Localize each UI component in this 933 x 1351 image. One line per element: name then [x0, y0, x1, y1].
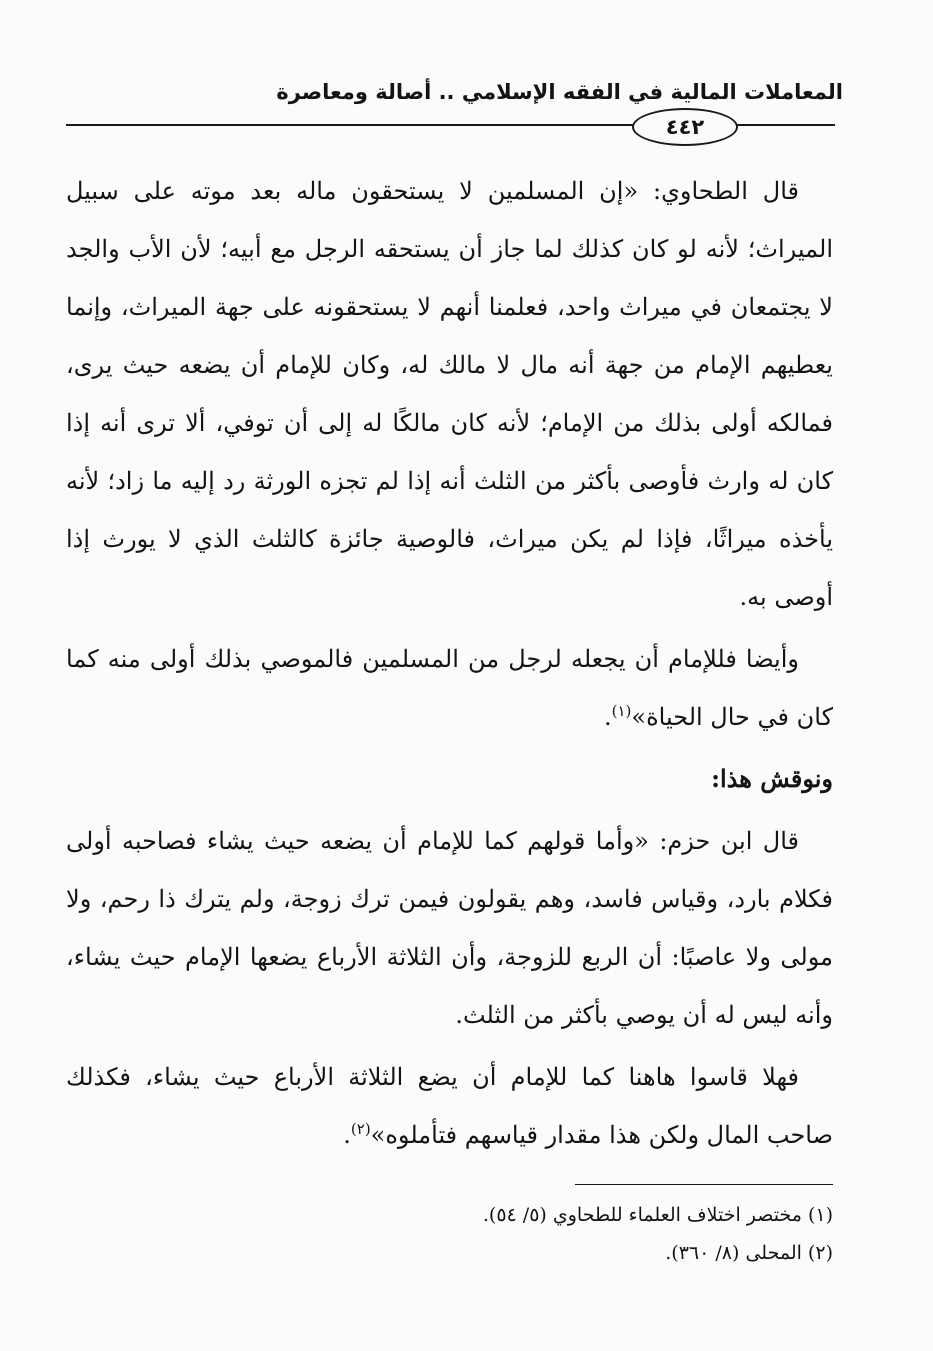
footnote-reference[interactable]: (٢): [350, 1120, 371, 1138]
footnote-rule: [575, 1184, 833, 1185]
running-title: المعاملات المالية في الفقه الإسلامي .. أصالة ومعاصرة: [276, 80, 843, 104]
page-number: ٤٤٢: [632, 108, 738, 146]
paragraph-conclusion: [66, 1048, 833, 1164]
footnote-reference[interactable]: (١): [611, 702, 632, 720]
paragraph-end: .: [603, 703, 612, 731]
footnote-2: (٢) المحلى (٨/ ٣٦٠).: [665, 1242, 833, 1264]
footnotes: [133, 1196, 833, 1272]
paragraph-end: .: [343, 1121, 351, 1149]
paragraph-text: فهلا قاسوا هاهنا كما للإمام أن يضع الثلاثة الأرباع حيث يشاء، فكذلك صاحب المال ولكن هذا مقدار قياسهم فتأملوه»: [66, 1063, 833, 1149]
paragraph-ibn-hazm-quote: قال ابن حزم: «وأما قولهم كما للإمام أن يضعه حيث يشاء فصاحبه أولى فكلام بارد، وقياس فاسد، وهم يقولون فيمن ترك زوجة، ولم يترك ذا رحم، ولا مولى ولا عاصبًا: أن الربع للزوجة، وأن الثلاثة الأرباع يضعها الإمام حيث يشاء، وأنه ليس له أن يوصي بأكثر من الثلث.: [66, 827, 833, 1029]
paragraph-text: وأيضا فللإمام أن يجعله لرجل من المسلمين فالموصي بذلك أولى منه كما كان في حال الحياة»: [66, 645, 833, 731]
paragraph-tahawi-quote: قال الطحاوي: «إن المسلمين لا يستحقون ماله بعد موته على سبيل الميراث؛ لأنه لو كان كذلك لما جاز أن يستحقه الرجل مع أبيه؛ لأن الأب والجد لا يجتمعان في ميراث واحد، فعلمنا أنهم لا يستحقونه على جهة الميراث، وإنما يعطيهم الإمام من جهة أنه مال لا مالك له، وكان للإمام أن يضعه حيث يرى، فمالكه أولى بذلك من الإمام؛ لأنه كان مالكًا له إلى أن توفي، ألا ترى أنه إذا كان له وارث فأوصى بأكثر من الثلث أنه إذا لم تجزه الورثة رد إليه ما زاد؛ لأنه يأخذه ميراثًا، فإذا لم يكن ميراث، فالوصية جائزة كالثلث الذي لا يورث إذا أوصى به.: [66, 177, 833, 611]
body-text: [66, 162, 833, 1168]
footnote-1: (١) مختصر اختلاف العلماء للطحاوي (٥/ ٥٤).: [482, 1204, 833, 1226]
paragraph-imam-argument: [66, 630, 833, 746]
section-subheading: ونوقش هذا:: [711, 764, 833, 793]
